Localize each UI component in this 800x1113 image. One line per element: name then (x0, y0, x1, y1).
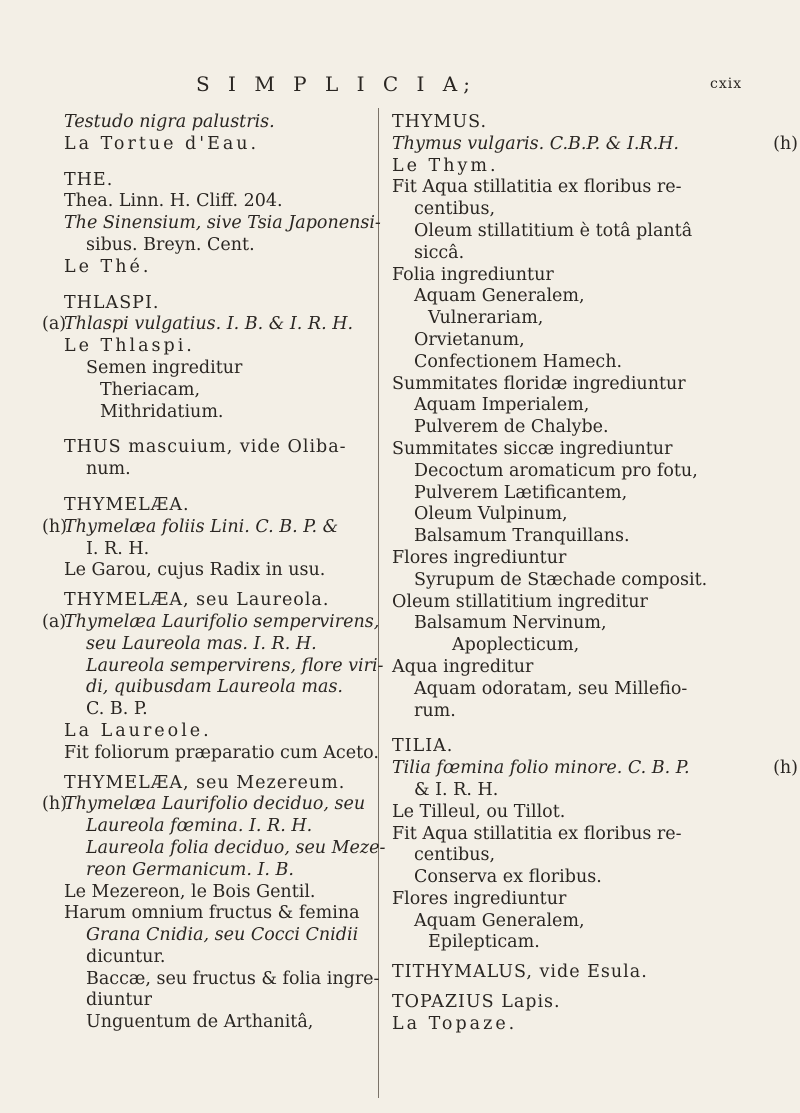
line-text: La Topaze. (392, 1013, 518, 1034)
line-text: Baccæ, seu fructus & folia ingre- (86, 968, 380, 989)
text-line (392, 395, 772, 417)
text-line (64, 134, 364, 156)
text-line (392, 374, 772, 396)
text-line (392, 504, 772, 526)
text-line (392, 701, 772, 723)
line-text: Unguentum de Arthanitâ, (86, 1012, 314, 1033)
text-line (64, 191, 364, 213)
line-text: Laureola fœmina. I. R. H. (86, 816, 313, 837)
text-line (64, 1012, 364, 1034)
text-line (42, 794, 366, 816)
line-text: & I. R. H. (414, 779, 499, 800)
text-line (64, 358, 364, 380)
line-text: Flores ingrediuntur (392, 888, 567, 909)
text-line (64, 677, 364, 699)
spacer (64, 156, 364, 170)
line-text: THLASPI. (64, 292, 160, 313)
line-text: THYMELÆA, seu Mezereum. (64, 772, 346, 793)
text-line (64, 882, 364, 904)
line-text: diuntur (86, 990, 153, 1011)
line-text: Thymelæa foliis Lini. C. B. P. & (64, 516, 339, 537)
text-line (392, 221, 772, 243)
text-line (392, 911, 772, 933)
line-text: Tilia fœmina folio minore. C. B. P. (392, 758, 690, 779)
line-text: La Tortue d'Eau. (64, 133, 260, 154)
line-text: Aquam Imperialem, (414, 395, 590, 416)
text-line (392, 657, 772, 679)
text-line (392, 1014, 772, 1036)
text-line (64, 213, 381, 235)
spacer (64, 423, 364, 437)
line-text: Le Thlaspi. (64, 336, 195, 357)
text-line (392, 156, 772, 178)
line-text: centibus, (414, 199, 496, 220)
line-text: THYMELÆA, seu Laureola. (64, 590, 330, 611)
line-text: Summitates siccæ ingrediuntur (392, 438, 673, 459)
entry-heading (64, 293, 364, 315)
line-text: Conserva ex floribus. (414, 867, 602, 888)
line-text: Oleum Vulpinum, (414, 504, 568, 525)
line-text: The Sinensium, sive Tsia Japonensi- (64, 213, 381, 234)
text-line (392, 133, 798, 156)
line-text: Harum omnium fructus & femina (64, 903, 360, 924)
line-text: Theriacam, (100, 379, 201, 400)
line-text: Summitates floridæ ingrediuntur (392, 373, 686, 394)
column-divider (378, 108, 379, 1098)
line-text: Fit foliorum præparatio cum Aceto. (64, 742, 379, 763)
text-line (64, 947, 364, 969)
line-text: TITHYMALUS, vide Esula. (392, 962, 648, 983)
line-text: Apoplecticum, (452, 635, 580, 656)
text-line (64, 968, 380, 991)
text-line (64, 699, 364, 721)
text-line (64, 380, 364, 402)
source-marker: (h) (42, 794, 67, 815)
text-line (64, 634, 364, 656)
line-text: siccâ. (414, 242, 465, 263)
line-text: THYMUS. (392, 112, 488, 132)
page-number: cxix (710, 76, 743, 92)
text-line (392, 802, 772, 824)
line-text: Laureola sempervirens, flore viri- (86, 655, 384, 676)
text-line (42, 516, 364, 539)
entry-heading (64, 495, 364, 517)
entry-heading (64, 590, 364, 612)
line-text: Fit Aqua stillatitia ex floribus re- (392, 177, 682, 198)
text-line (64, 837, 386, 860)
text-line (392, 824, 772, 846)
text-line (392, 243, 772, 265)
text-line (392, 570, 772, 592)
text-line (64, 112, 364, 134)
line-text: I. R. H. (86, 538, 150, 559)
line-text: sibus. Breyn. Cent. (86, 234, 255, 255)
text-line (392, 286, 772, 308)
line-text: Testudo nigra palustris. (64, 112, 275, 132)
line-text: Le Thym. (392, 155, 499, 176)
line-text: Oleum stillatitium ingreditur (392, 591, 648, 612)
line-text: Decoctum aromaticum pro fotu, (414, 460, 698, 481)
text-line (42, 611, 380, 634)
spacer (64, 279, 364, 293)
text-line (392, 483, 772, 505)
entry-heading (392, 736, 772, 758)
text-line (392, 461, 772, 483)
right-column (392, 112, 798, 1036)
entry-heading (64, 437, 364, 459)
line-text: Thymelæa Laurifolio sempervirens, (64, 611, 380, 632)
text-line (64, 655, 384, 678)
line-text: Thymus vulgaris. C.B.P. & I.R.H. (392, 133, 679, 154)
line-text: Oleum stillatitium è totâ plantâ (414, 220, 693, 241)
text-line (64, 560, 364, 582)
line-text: Le Mezereon, le Bois Gentil. (64, 881, 316, 902)
line-text: Fit Aqua stillatitia ex floribus re- (392, 823, 682, 844)
entry-heading (392, 992, 772, 1014)
line-text: THE. (64, 169, 114, 190)
text-line (392, 889, 772, 911)
source-marker: (a) (42, 314, 67, 335)
line-text: dicuntur. (86, 946, 166, 967)
text-line (392, 548, 772, 570)
line-text: C. B. P. (86, 699, 148, 720)
left-column (42, 112, 386, 1034)
text-line (392, 845, 772, 867)
text-line (392, 330, 772, 352)
line-text: TILIA. (392, 736, 454, 757)
line-text: Syrupum de Stæchade composit. (414, 569, 708, 590)
entry-heading (392, 962, 772, 984)
text-line (392, 352, 772, 374)
text-line (64, 402, 364, 424)
text-line (392, 526, 772, 548)
text-line (392, 635, 772, 657)
entry-heading (64, 773, 364, 795)
text-line (392, 308, 772, 330)
line-text: Le Garou, cujus Radix in usu. (64, 560, 326, 581)
line-text: Aquam Generalem, (414, 910, 585, 931)
text-line (392, 177, 772, 199)
text-line (392, 867, 772, 889)
text-line (64, 257, 364, 279)
source-marker: (h) (42, 516, 67, 537)
source-marker: (h) (773, 758, 798, 779)
text-line (392, 679, 772, 701)
line-text: Laureola folia deciduo, seu Meze- (86, 837, 386, 858)
text-line (64, 860, 364, 882)
text-line (64, 903, 364, 925)
line-text: La Laureole. (64, 720, 212, 741)
line-text: Aquam Generalem, (414, 286, 585, 307)
text-line (64, 925, 364, 947)
line-text: TOPAZIUS Lapis. (392, 992, 561, 1013)
line-text: Mithridatium. (100, 401, 224, 422)
text-line (392, 758, 798, 780)
text-line (64, 539, 364, 561)
line-text: centibus, (414, 845, 496, 866)
text-line (64, 742, 379, 765)
line-text: THUS mascuium, vide Oliba- (64, 437, 347, 458)
spacer (64, 481, 364, 495)
running-title: S I M P L I C I A; (196, 72, 476, 96)
line-text: Confectionem Hamech. (414, 351, 623, 372)
text-line (392, 613, 772, 635)
line-text: Aqua ingreditur (392, 656, 534, 677)
entry-heading (64, 170, 364, 192)
text-line (392, 439, 772, 461)
line-text: Pulverem de Chalybe. (414, 417, 609, 438)
text-line (64, 721, 364, 743)
line-text: Thea. Linn. H. Cliff. 204. (64, 191, 283, 212)
text-line (64, 459, 364, 481)
text-line (392, 265, 772, 287)
text-line (392, 932, 772, 954)
source-marker: (h) (773, 133, 798, 154)
text-line (392, 780, 772, 802)
line-text: rum. (414, 700, 456, 721)
line-text: seu Laureola mas. I. R. H. (86, 633, 317, 654)
line-text: Balsamum Nervinum, (414, 613, 607, 634)
spacer (64, 765, 364, 773)
line-text: Grana Cnidia, seu Cocci Cnidii (86, 925, 359, 946)
text-line (42, 314, 364, 336)
spacer (64, 582, 364, 590)
text-line (64, 816, 364, 838)
line-text: num. (86, 459, 131, 480)
line-text: Thymelæa Laurifolio deciduo, seu (64, 794, 366, 815)
line-text: Vulnerariam, (428, 308, 544, 329)
line-text: THYMELÆA. (64, 494, 190, 515)
line-text: Semen ingreditur (86, 357, 243, 378)
spacer (392, 722, 772, 736)
line-text: Folia ingrediuntur (392, 264, 554, 285)
text-line (392, 199, 772, 221)
line-text: Aquam odoratam, seu Millefio- (414, 678, 688, 699)
line-text: Orvietanum, (414, 329, 525, 350)
line-text: Le Thé. (64, 256, 152, 277)
line-text: Thlaspi vulgatius. I. B. & I. R. H. (64, 314, 354, 335)
line-text: reon Germanicum. I. B. (86, 859, 294, 880)
text-line (392, 592, 772, 614)
spacer (392, 984, 772, 992)
line-text: di, quibusdam Laureola mas. (86, 677, 343, 698)
line-text: Pulverem Lætificantem, (414, 482, 628, 503)
line-text: Flores ingrediuntur (392, 547, 567, 568)
text-line (64, 990, 364, 1012)
line-text: Balsamum Tranquillans. (414, 526, 630, 547)
entry-heading (392, 112, 772, 134)
text-line (64, 235, 364, 257)
text-line (64, 336, 364, 358)
text-line (392, 417, 772, 439)
source-marker: (a) (42, 611, 67, 632)
line-text: Le Tilleul, ou Tillot. (392, 801, 566, 822)
line-text: Epilepticam. (428, 932, 540, 953)
spacer (392, 954, 772, 962)
